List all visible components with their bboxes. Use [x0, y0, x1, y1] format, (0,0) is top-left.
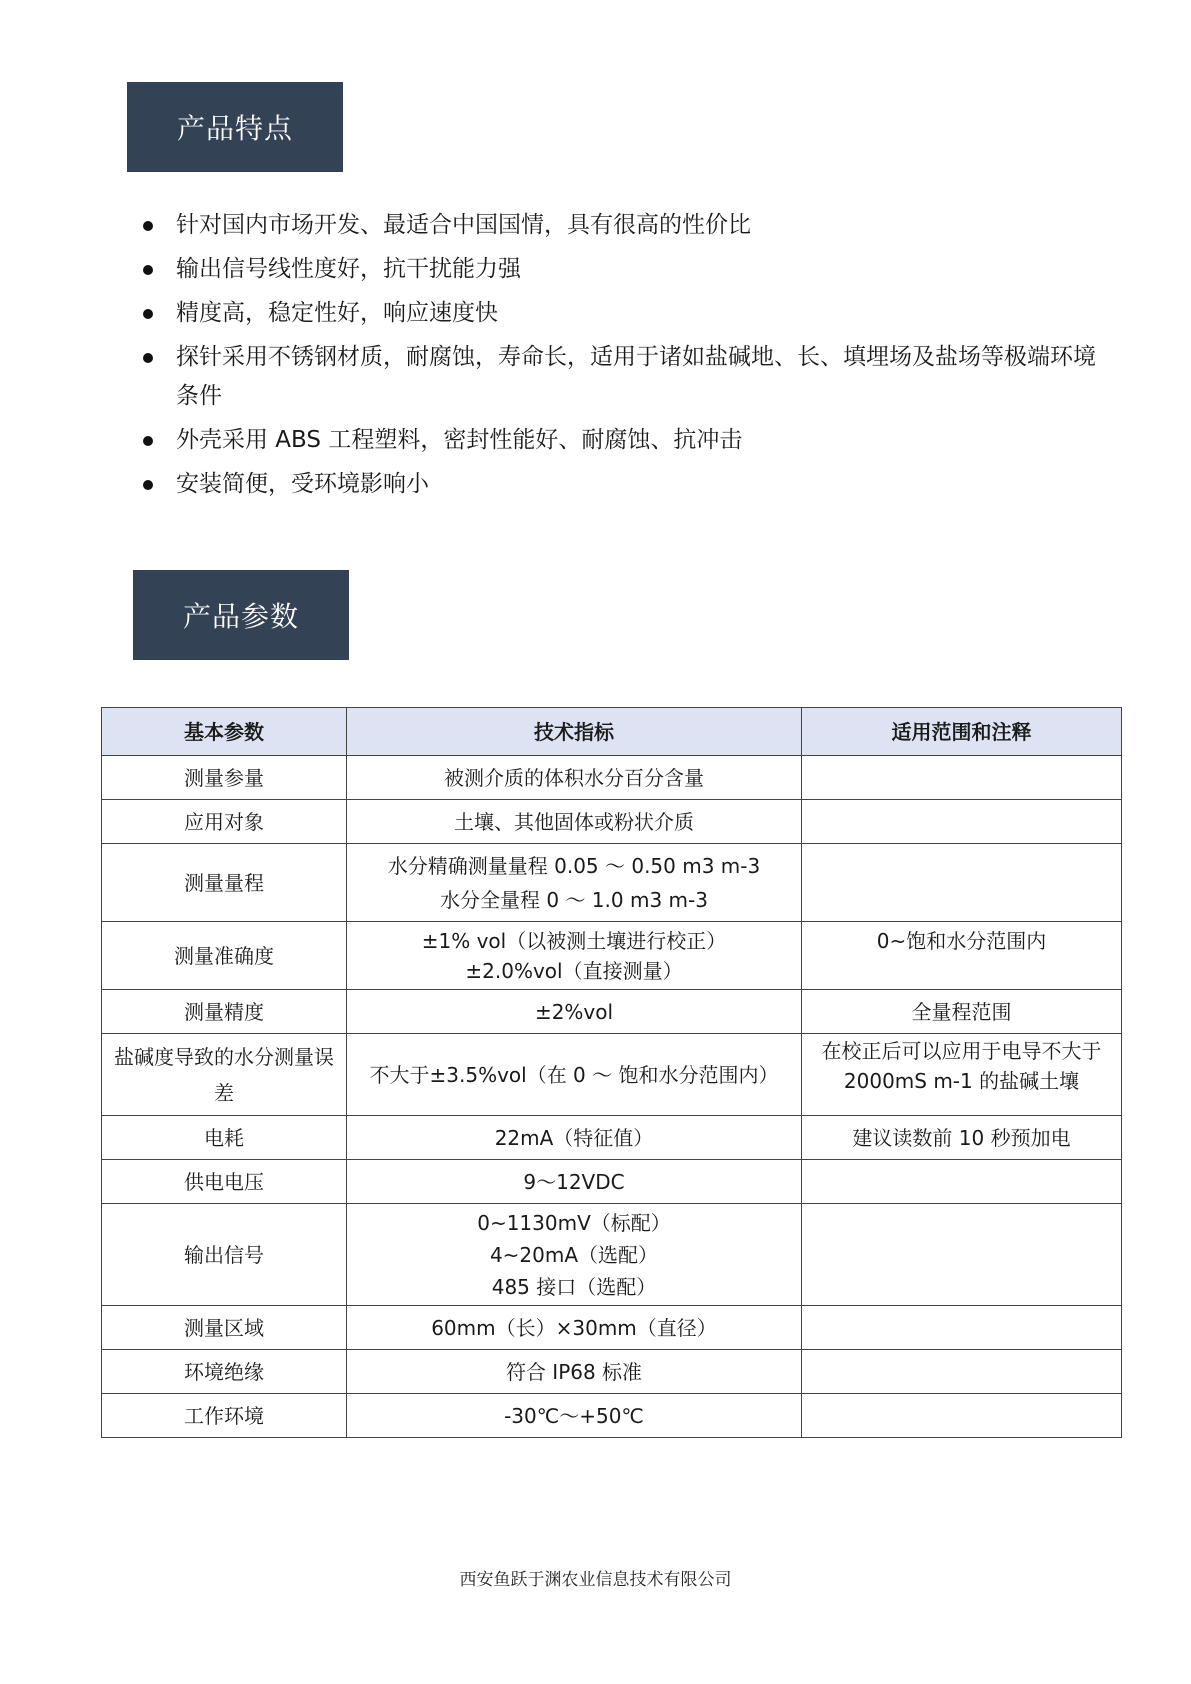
feature-item: [140, 465, 1100, 504]
spec-line: 22mA（特征值）: [494, 1125, 654, 1150]
spec-cell: [347, 1394, 802, 1438]
note-cell: [802, 800, 1122, 844]
table-row: [102, 922, 1122, 990]
table-row: [102, 844, 1122, 922]
params-table: [101, 707, 1122, 1438]
spec-line: 土壤、其他固体或粉状介质: [454, 809, 694, 834]
spec-line: 9～12VDC: [523, 1169, 625, 1194]
spec-line: -30℃～+50℃: [504, 1403, 644, 1428]
note-cell: [802, 1160, 1122, 1204]
feature-text: 探针采用不锈钢材质，耐腐蚀，寿命长，适用于诸如盐碱地、长、填埋场及盐场等极端环境条件: [176, 344, 1096, 409]
spec-line: 水分精确测量量程 0.05 ～ 0.50 m3 m-3: [387, 853, 761, 878]
table-row: [102, 756, 1122, 800]
param-cell: 电耗: [102, 1116, 347, 1160]
note-cell: 0~饱和水分范围内: [802, 922, 1122, 990]
param-cell: 测量准确度: [102, 922, 347, 990]
param-cell: 供电电压: [102, 1160, 347, 1204]
param-cell: 测量精度: [102, 990, 347, 1034]
header-tech-spec: 技术指标: [347, 708, 802, 756]
spec-line: ±1% vol（以被测土壤进行校正）: [421, 928, 727, 953]
table-row: [102, 1394, 1122, 1438]
note-cell: 全量程范围: [802, 990, 1122, 1034]
spec-cell: [347, 990, 802, 1034]
spec-cell: [347, 1306, 802, 1350]
spec-line: 不大于±3.5%vol（在 0 ～ 饱和水分范围内）: [369, 1062, 779, 1087]
param-cell: 测量量程: [102, 844, 347, 922]
table-header-row: [102, 708, 1122, 756]
feature-item: [140, 206, 1100, 245]
feature-item: [140, 338, 1100, 416]
spec-line: ±2.0%vol（直接测量）: [465, 958, 683, 983]
spec-cell: [347, 800, 802, 844]
bullet-icon: [143, 309, 153, 319]
spec-line: 60mm（长）×30mm（直径）: [431, 1315, 717, 1340]
feature-list: [140, 206, 1100, 509]
bullet-icon: [143, 221, 153, 231]
bullet-icon: [143, 480, 153, 490]
note-cell: 建议读数前 10 秒预加电: [802, 1116, 1122, 1160]
spec-cell: [347, 1160, 802, 1204]
note-cell: [802, 756, 1122, 800]
spec-line: 4~20mA（选配）: [489, 1242, 659, 1267]
table-row: [102, 1034, 1122, 1116]
bullet-icon: [143, 265, 153, 275]
note-cell: 在校正后可以应用于电导不大于 2000mS m-1 的盐碱土壤: [802, 1034, 1122, 1116]
spec-line: 0~1130mV（标配）: [477, 1210, 671, 1235]
note-cell: [802, 844, 1122, 922]
feature-text: 外壳采用 ABS 工程塑料，密封性能好、耐腐蚀、抗冲击: [176, 427, 743, 453]
spec-line: 485 接口（选配）: [491, 1274, 657, 1299]
table-row: [102, 1204, 1122, 1306]
feature-item: [140, 294, 1100, 333]
param-cell: 环境绝缘: [102, 1350, 347, 1394]
param-cell: 测量区域: [102, 1306, 347, 1350]
header-basic-param: 基本参数: [102, 708, 347, 756]
bullet-icon: [143, 436, 153, 446]
table-row: [102, 990, 1122, 1034]
spec-line: 符合 IP68 标准: [505, 1359, 643, 1384]
spec-line: ±2%vol: [534, 999, 614, 1024]
param-cell: 应用对象: [102, 800, 347, 844]
spec-cell: [347, 1034, 802, 1116]
table-row: [102, 800, 1122, 844]
param-cell: 输出信号: [102, 1204, 347, 1306]
table-row: [102, 1116, 1122, 1160]
spec-cell: [347, 1350, 802, 1394]
spec-line: 被测介质的体积水分百分含量: [444, 765, 704, 790]
spec-cell: [347, 922, 802, 990]
feature-text: 输出信号线性度好，抗干扰能力强: [176, 256, 521, 282]
note-cell: [802, 1306, 1122, 1350]
note-cell: [802, 1394, 1122, 1438]
bullet-icon: [143, 353, 153, 363]
param-cell: 盐碱度导致的水分测量误差: [102, 1034, 347, 1116]
spec-cell: [347, 1116, 802, 1160]
company-footer: 西安鱼跃于渊农业信息技术有限公司: [459, 1570, 732, 1590]
spec-cell: [347, 844, 802, 922]
feature-item: [140, 250, 1100, 289]
feature-text: 安装简便，受环境影响小: [176, 471, 429, 497]
header-scope-note: 适用范围和注释: [802, 708, 1122, 756]
features-section-header: 产品特点: [127, 82, 343, 172]
param-cell: 工作环境: [102, 1394, 347, 1438]
spec-cell: [347, 756, 802, 800]
note-cell: [802, 1350, 1122, 1394]
table-row: [102, 1306, 1122, 1350]
table-row: [102, 1160, 1122, 1204]
feature-text: 精度高，稳定性好，响应速度快: [176, 300, 498, 326]
spec-cell: [347, 1204, 802, 1306]
feature-text: 针对国内市场开发、最适合中国国情，具有很高的性价比: [176, 212, 751, 238]
note-cell: [802, 1204, 1122, 1306]
param-cell: 测量参量: [102, 756, 347, 800]
params-section-header: 产品参数: [133, 570, 349, 660]
spec-line: 水分全量程 0 ～ 1.0 m3 m-3: [440, 887, 708, 912]
feature-item: [140, 421, 1100, 460]
table-row: [102, 1350, 1122, 1394]
